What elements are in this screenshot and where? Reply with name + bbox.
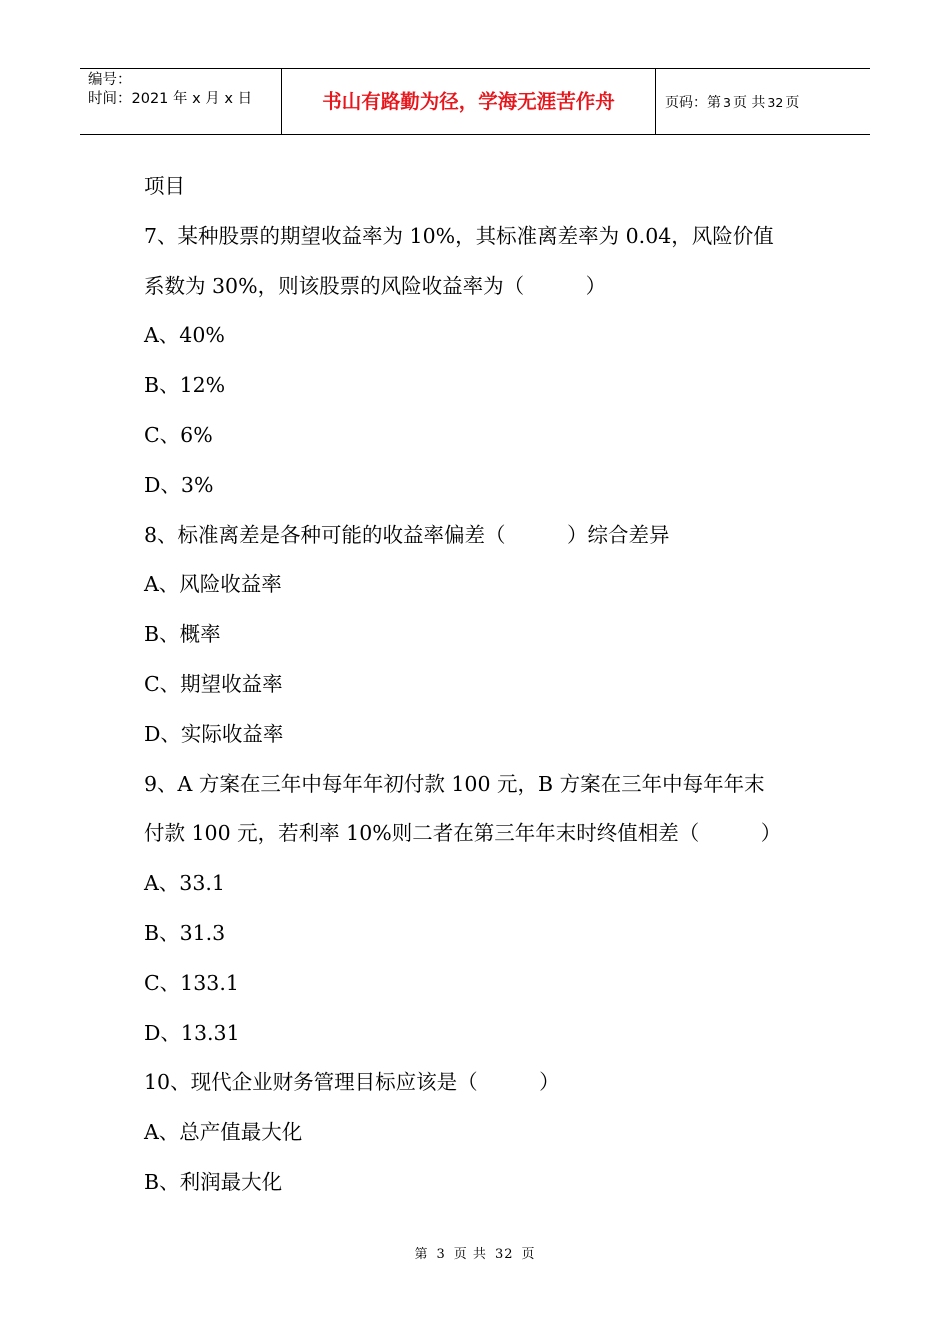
footer-page-current: 3: [436, 1247, 446, 1262]
page-header: [80, 68, 870, 135]
question-8-text: 8、标准离差是各种可能的收益率偏差（ ）综合差异: [144, 522, 670, 547]
question-9-text-cont: 付款 100 元，若利率 10%则二者在第三年年末时终值相差（ ）: [144, 821, 782, 846]
document-body: [144, 162, 824, 1208]
question-7-option-d: D、3%: [144, 472, 214, 497]
question-9-option-d: D、13.31: [144, 1020, 240, 1045]
question-9-option-c: C、133.1: [144, 970, 239, 995]
header-page-total: 32: [767, 95, 784, 110]
question-8-option-c: C、期望收益率: [144, 671, 283, 696]
header-page-middle: 页 共: [732, 95, 766, 111]
question-9-text: 9、A 方案在三年中每年年初付款 100 元，B 方案在三年中每年年末: [144, 771, 765, 796]
header-divider: [655, 69, 656, 134]
question-9-option-a: A、33.1: [144, 871, 225, 896]
header-time-label: 时间：2021 年 x 月 x 日: [88, 91, 253, 107]
footer-suffix: 页: [521, 1247, 536, 1262]
header-page-current: 3: [723, 95, 731, 110]
header-page-prefix: 页码：第: [665, 95, 721, 111]
question-7-option-b: B、12%: [144, 373, 226, 398]
header-meta: [88, 71, 280, 109]
footer-prefix: 第: [414, 1247, 429, 1262]
question-9-option-b: B、31.3: [144, 920, 226, 945]
question-7-text-cont: 系数为 30%，则该股票的风险收益率为（ ）: [144, 273, 607, 298]
header-page-suffix: 页: [785, 95, 800, 111]
question-7-option-c: C、6%: [144, 422, 213, 447]
body-line: 项目: [144, 174, 185, 198]
question-8-option-b: B、概率: [144, 622, 221, 647]
question-8-option-d: D、实际收益率: [144, 721, 284, 746]
question-10-option-b: B、利润最大化: [144, 1169, 283, 1194]
footer-page-total: 32: [494, 1247, 514, 1262]
header-motto: 书山有路勤为径，学海无涯苦作舟: [322, 90, 615, 113]
header-code-label: 编号：: [88, 72, 132, 88]
question-8-option-a: A、风险收益率: [144, 572, 282, 597]
question-10-text: 10、现代企业财务管理目标应该是（ ）: [144, 1070, 560, 1095]
page-footer: [0, 1245, 950, 1265]
question-7-text: 7、某种股票的期望收益率为 10%，其标准离差率为 0.04，风险价值: [144, 223, 774, 248]
footer-middle: 页 共: [453, 1247, 487, 1262]
header-page-number: [665, 93, 799, 113]
question-10-option-a: A、总产值最大化: [144, 1120, 303, 1145]
question-7-option-a: A、40%: [144, 323, 225, 348]
